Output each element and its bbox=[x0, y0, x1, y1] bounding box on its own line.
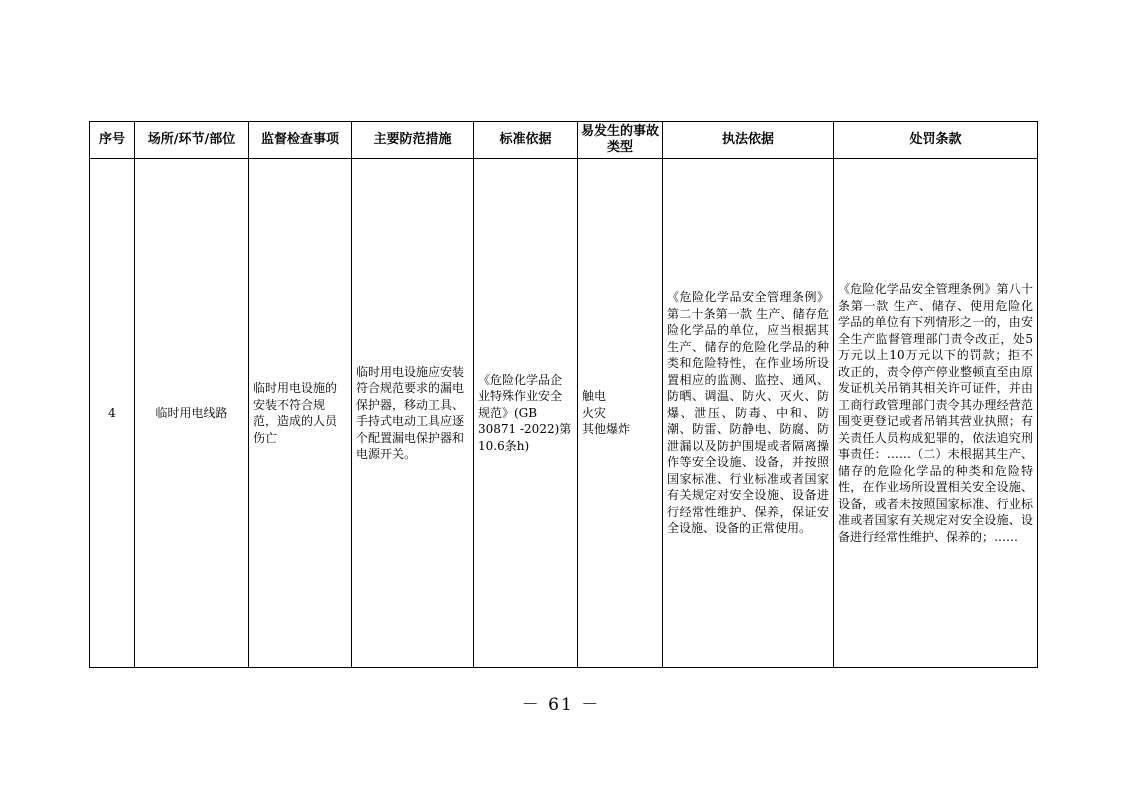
header-index: 序号 bbox=[90, 122, 135, 159]
cell-inspection-item: 临时用电设施的安装不符合规范，造成的人员伤亡 bbox=[249, 159, 352, 668]
cell-standard-basis: 《危险化学品企业特殊作业安全规范》(GB 30871 -2022)第10.6条h) bbox=[474, 159, 578, 668]
header-location: 场所/环节/部位 bbox=[135, 122, 249, 159]
cell-index: 4 bbox=[90, 159, 135, 668]
cell-location: 临时用电线路 bbox=[135, 159, 249, 668]
cell-penalty-clause: 《危险化学品安全管理条例》第八十条第一款 生产、储存、使用危险化学品的单位有下列情形之一的，由安全生产监督管理部门责令改正，处5万元以上10万元以下的罚款；拒不改正的，责令停产停业整顿直至由原发证机关吊销其相关许可证件，并由工商行政管理部门责令其办理经营范围变更登记或者吊销其营业执照；有关责任人员构成犯罪的，依法追究刑事责任：……（二）未根据其生产、储存的危险化学品的种类和危险特性，在作业场所设置相关安全设施、设备，或者未按照国家标准、行业标准或者国家有关规定对安全设施、设备进行经常性维护、保养的；…… bbox=[834, 159, 1038, 668]
cell-prevention-measures: 临时用电设施应安装符合规范要求的漏电保护器，移动工具、手持式电动工具应逐个配置漏电保护器和电源开关。 bbox=[352, 159, 474, 668]
table-row bbox=[90, 159, 1038, 668]
header-penalty-clause: 处罚条款 bbox=[834, 122, 1038, 159]
header-legal-basis: 执法依据 bbox=[663, 122, 834, 159]
header-inspection-item: 监督检查事项 bbox=[249, 122, 352, 159]
header-prevention-measures: 主要防范措施 bbox=[352, 122, 474, 159]
table-header-row bbox=[90, 122, 1038, 159]
cell-accident-types: 触电 火灾 其他爆炸 bbox=[578, 159, 663, 668]
page-number: － 61 － bbox=[521, 695, 601, 715]
cell-legal-basis: 《危险化学品安全管理条例》第二十条第一款 生产、储存危险化学品的单位，应当根据其生产、储存的危险化学品的种类和危险特性，在作业场所设置相应的监测、监控、通风、防晒、调温、防火、灭火、防爆、泄压、防毒、中和、防潮、防雷、防静电、防腐、防泄漏以及防护围堤或者隔离操作等安全设施、设备，并按照国家标准、行业标准或者国家有关规定对安全设施、设备进行经常性维护、保养，保证安全设施、设备的正常使用。 bbox=[663, 159, 834, 668]
inspection-table bbox=[89, 121, 1038, 668]
header-standard-basis: 标准依据 bbox=[474, 122, 578, 159]
header-accident-types: 易发生的事故类型 bbox=[578, 122, 663, 159]
